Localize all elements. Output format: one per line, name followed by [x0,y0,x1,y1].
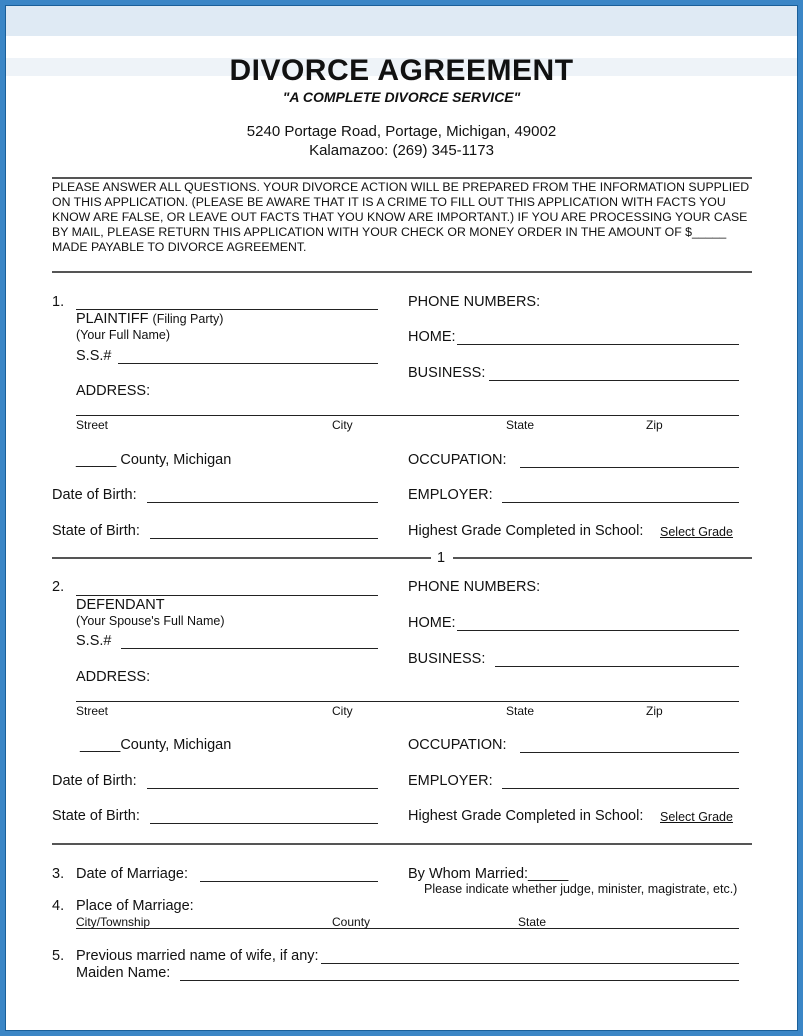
page-subtitle: "A COMPLETE DIVORCE SERVICE" [282,89,521,105]
plaintiff-business-phone-field[interactable] [489,380,739,381]
maiden-name-field[interactable] [180,980,739,981]
ss-label: S.S.# [76,633,112,649]
question-number: 4. [52,898,65,914]
question-number: 3. [52,866,65,882]
divider [52,177,752,179]
county-caption: County [332,915,371,929]
defendant-label: DEFENDANT [76,597,165,613]
occupation-label: OCCUPATION: [408,452,507,468]
page-number: 1 [437,550,446,566]
divider [52,843,752,845]
phone-numbers-heading: PHONE NUMBERS: [408,294,541,310]
plaintiff-name-hint: (Your Full Name) [76,328,171,342]
dob-label: Date of Birth: [52,487,137,503]
marriage-place-field[interactable] [76,928,739,929]
grade-label: Highest Grade Completed in School: [408,523,644,539]
marriage-date-label: Date of Marriage: [76,866,189,882]
grade-label: Highest Grade Completed in School: [408,808,644,824]
ss-label: S.S.# [76,348,112,364]
defendant-grade-select[interactable]: Select Grade [660,810,733,824]
defendant-business-phone-field[interactable] [495,666,739,667]
address-label: ADDRESS: [76,669,151,685]
employer-label: EMPLOYER: [408,773,493,789]
defendant-ss-field[interactable] [121,648,378,649]
plaintiff-county-field[interactable]: _____ County, Michigan [76,452,232,468]
divider [52,557,431,559]
business-label: BUSINESS: [408,651,486,667]
married-by-field[interactable]: By Whom Married:_____ [408,866,569,882]
zip-caption: Zip [646,418,663,432]
question-number: 5. [52,948,65,964]
plaintiff-name-field[interactable] [76,309,378,310]
defendant-name-hint: (Your Spouse's Full Name) [76,614,225,628]
address-label: ADDRESS: [76,383,151,399]
sob-label: State of Birth: [52,808,140,824]
street-caption: Street [76,704,109,718]
question-number: 1. [52,294,65,310]
marriage-date-field[interactable] [200,881,378,882]
plaintiff-employer-field[interactable] [502,502,739,503]
question-number: 2. [52,579,65,595]
plaintiff-grade-select[interactable]: Select Grade [660,525,733,539]
company-address: 5240 Portage Road, Portage, Michigan, 49002 [246,123,557,140]
sob-label: State of Birth: [52,523,140,539]
defendant-name-field[interactable] [76,595,378,596]
defendant-occupation-field[interactable] [520,752,739,753]
business-label: BUSINESS: [408,365,486,381]
city-caption: City [332,704,353,718]
state-caption: State [518,915,547,929]
defendant-employer-field[interactable] [502,788,739,789]
defendant-home-phone-field[interactable] [457,630,739,631]
city-township-caption: City/Township [76,915,151,929]
company-phone: Kalamazoo: (269) 345-1173 [309,142,494,159]
plaintiff-sob-field[interactable] [150,538,378,539]
dob-label: Date of Birth: [52,773,137,789]
top-band [6,6,797,36]
home-label: HOME: [408,329,456,345]
street-caption: Street [76,418,109,432]
divider [453,557,752,559]
marriage-place-label: Place of Marriage: [76,898,194,914]
phone-numbers-heading: PHONE NUMBERS: [408,579,541,595]
defendant-county-field[interactable]: _____County, Michigan [80,737,232,753]
city-caption: City [332,418,353,432]
employer-label: EMPLOYER: [408,487,493,503]
instructions-notice: PLEASE ANSWER ALL QUESTIONS. YOUR DIVORCE ACTION WILL BE PREPARED FROM THE INFORMATION SUPPLIED ON THIS APPLICATION. (PLEASE BE AWARE THAT IT IS A CRIME TO FILL OUT THIS APPLICATION WITH FACTS YOU KNOW ARE FALSE, OR LEAVE OUT FACTS THAT YOU KNOW ARE IMPORTANT.) IF YOU ARE PROCESSING YOUR CASE BY MAIL, PLEASE RETURN THIS APPLICATION WITH YOUR CHECK OR MONEY ORDER IN THE AMOUNT OF $_____ MADE PAYABLE TO DIVORCE AGREEMENT. [52,180,750,254]
married-by-hint: Please indicate whether judge, minister, magistrate, etc.) [424,882,738,896]
occupation-label: OCCUPATION: [408,737,507,753]
state-caption: State [506,418,535,432]
plaintiff-address-field[interactable] [76,415,739,416]
page-title: DIVORCE AGREEMENT [229,54,574,87]
maiden-name-label: Maiden Name: [76,965,171,981]
zip-caption: Zip [646,704,663,718]
previous-name-field[interactable] [321,963,739,964]
previous-name-label: Previous married name of wife, if any: [76,948,319,964]
defendant-address-field[interactable] [76,701,739,702]
plaintiff-dob-field[interactable] [147,502,378,503]
divider [52,271,752,273]
plaintiff-label: PLAINTIFF (Filing Party) [76,311,224,327]
plaintiff-home-phone-field[interactable] [457,344,739,345]
state-caption: State [506,704,535,718]
defendant-sob-field[interactable] [150,823,378,824]
defendant-dob-field[interactable] [147,788,378,789]
plaintiff-occupation-field[interactable] [520,467,739,468]
home-label: HOME: [408,615,456,631]
plaintiff-ss-field[interactable] [118,363,378,364]
